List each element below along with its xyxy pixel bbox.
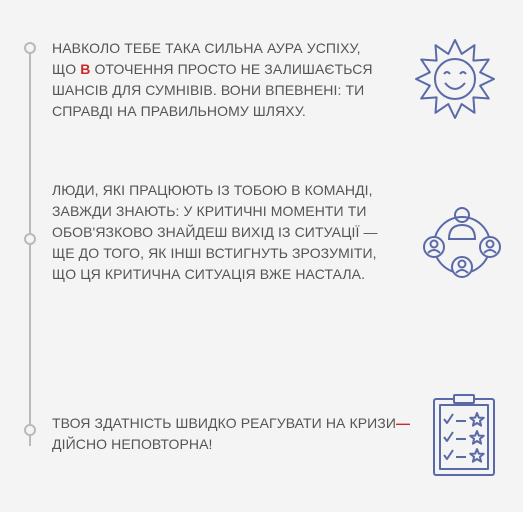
timeline-line — [29, 48, 31, 446]
text-fragment: ТВОЯ ЗДАТНІСТЬ ШВИДКО РЕАГУВАТИ НА КРИЗИ — [52, 415, 397, 431]
text-line — [52, 59, 382, 80]
text-fragment: ОТОЧЕННЯ ПРОСТО НЕ ЗАЛИШАЄТЬСЯ — [94, 61, 373, 77]
timeline-dot-2 — [24, 233, 36, 245]
text-line: НАВКОЛО ТЕБЕ ТАКА СИЛЬНА АУРА УСПІХУ, — [52, 40, 361, 56]
text-line — [52, 413, 412, 434]
text-line: ЩЕ ДО ТОГО, ЯК ІНШІ ВСТИГНУТЬ ЗРОЗУМІТИ, — [52, 245, 377, 261]
text-line: ЗАВЖДИ ЗНАЮТЬ: У КРИТИЧНІ МОМЕНТИ ТИ — [52, 203, 367, 219]
highlighted-letter: В — [80, 61, 91, 77]
text-line: ОБОВ'ЯЗКОВО ЗНАЙДЕШ ВИХІД ІЗ СИТУАЦІЇ — — [52, 224, 378, 240]
text-block-3 — [52, 413, 412, 455]
timeline-dot-3 — [24, 424, 36, 436]
text-line: ЛЮДИ, ЯКІ ПРАЦЮЮТЬ ІЗ ТОБОЮ В КОМАНДІ, — [52, 182, 373, 198]
team-network-icon — [421, 203, 503, 279]
clipboard-checklist-icon — [432, 393, 496, 479]
text-line: ШАНСІВ ДЛЯ СУМНІВІВ. ВОНИ ВПЕВНЕНІ: ТИ — [52, 82, 365, 98]
smiling-sun-icon — [414, 38, 496, 120]
text-line: ДІЙСНО НЕПОВТОРНА! — [52, 436, 213, 452]
timeline-dot-1 — [24, 42, 36, 54]
text-block-2 — [52, 180, 382, 285]
text-block-1 — [52, 38, 382, 122]
text-line: СПРАВДІ НА ПРАВИЛЬНОМУ ШЛЯХУ. — [52, 103, 306, 119]
accent-dash: — — [396, 415, 411, 431]
text-fragment: ЩО — [52, 61, 77, 77]
text-line: ЩО ЦЯ КРИТИЧНА СИТУАЦІЯ ВЖЕ НАСТАЛА. — [52, 266, 366, 282]
